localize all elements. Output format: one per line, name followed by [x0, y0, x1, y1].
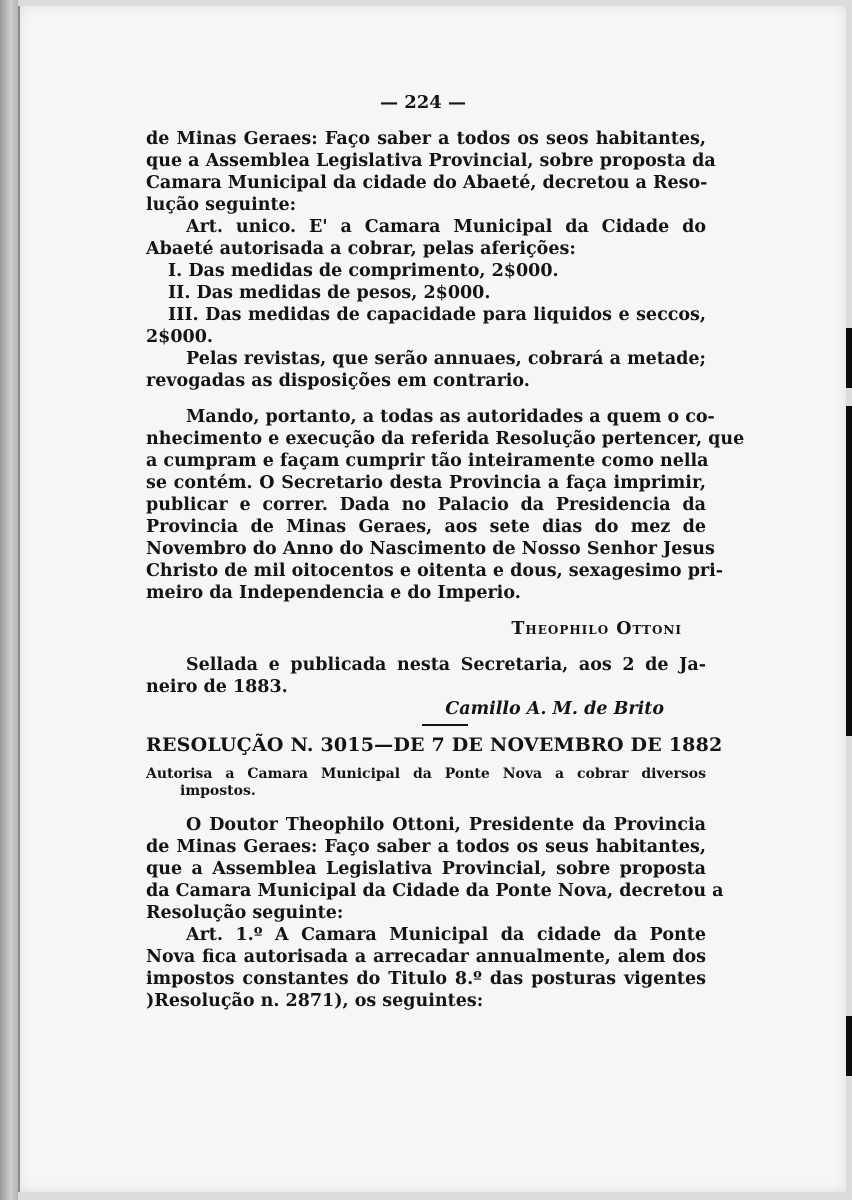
bleed-mark [846, 1016, 852, 1076]
intro-paragraph [146, 128, 716, 216]
text-line: O Doutor Theophilo Ottoni, Presidente da Provincia [186, 815, 706, 835]
text-line: de Minas Geraes: Faço saber a todos os seus habitantes, [146, 837, 706, 857]
text-line: lução seguinte: [146, 195, 297, 215]
text-line: Mando, portanto, a todas as autoridades a quem o co- [186, 407, 715, 427]
text-line: de Minas Geraes: Faço saber a todos os seos habitantes, [146, 129, 706, 149]
text-line: revogadas as disposições em contrario. [146, 371, 530, 391]
text-line: Abaeté autorisada a cobrar, pelas aferições: [146, 239, 576, 259]
text-line: Sellada e publicada nesta Secretaria, aos 2 de Ja- [186, 655, 706, 675]
page-text [146, 92, 745, 1012]
text-line: meiro da Independencia e do Imperio. [146, 583, 521, 603]
text-line: )Resolução n. 2871), os seguintes: [146, 991, 484, 1011]
spacer [146, 392, 706, 406]
sellada-paragraph [146, 654, 706, 698]
text-line: Art. 1.º A Camara Municipal da cidade da Ponte [186, 925, 706, 945]
list-item: 2$000. [146, 327, 213, 347]
spacer [146, 604, 706, 618]
text-line: se contém. O Secretario desta Provincia a faça imprimir, [146, 473, 706, 493]
text-line: Camara Municipal da cidade do Abaeté, decretou a Reso- [146, 173, 708, 193]
resolution-title: RESOLUÇÃO N. 3015—DE 7 DE NOVEMBRO DE 1882 [146, 734, 723, 756]
text-line: Nova fica autorisada a arrecadar annualmente, alem dos [146, 947, 706, 967]
text-line: Christo de mil oitocentos e oitenta e dous, sexagesimo pri- [146, 561, 724, 581]
text-line: que a Assemblea Legislativa Provincial, sobre proposta da [146, 151, 716, 171]
list-item: II. Das medidas de pesos, 2$000. [168, 283, 491, 303]
article-paragraph [146, 924, 706, 1012]
book-spine [0, 0, 18, 1200]
text-line: Resolução seguinte: [146, 903, 344, 923]
summary-line: impostos. [180, 783, 256, 799]
text-line: impostos constantes do Titulo 8.º das posturas vigentes [146, 969, 706, 989]
spacer [146, 640, 706, 654]
text-line: Provincia de Minas Geraes, aos sete dias do mez de [146, 517, 706, 537]
text-line: a cumpram e façam cumprir tão inteiramente como nella [146, 451, 709, 471]
text-line: Novembro do Anno do Nascimento de Nosso Senhor Jesus [146, 539, 715, 559]
list-item: III. Das medidas de capacidade para liquidos e seccos, [168, 305, 706, 325]
items-list [146, 260, 706, 348]
intro-paragraph [146, 814, 724, 924]
summary-line: Autorisa a Camara Municipal da Ponte Nova a cobrar diversos [146, 766, 706, 782]
article-paragraph [146, 216, 706, 260]
page-number: — 224 — [379, 92, 467, 113]
text-line: Pelas revistas, que serão annuaes, cobrará a metade; [186, 349, 706, 369]
president-signature: Theophilo Ottoni [511, 619, 682, 639]
bleed-mark [846, 406, 852, 736]
section-divider [422, 724, 468, 726]
resolution-summary [146, 766, 706, 800]
text-line: Art. unico. E' a Camara Municipal da Cidade do [186, 217, 706, 237]
text-line: publicar e correr. Dada no Palacio da Presidencia da [146, 495, 706, 515]
list-item: I. Das medidas de comprimento, 2$000. [168, 261, 559, 281]
text-line: que a Assemblea Legislativa Provincial, sobre proposta [146, 859, 706, 879]
bleed-mark [846, 328, 852, 388]
mando-paragraph [146, 406, 745, 604]
revistas-paragraph [146, 348, 706, 392]
text-line: neiro de 1883. [146, 677, 288, 697]
text-line: da Camara Municipal da Cidade da Ponte Nova, decretou a [146, 881, 724, 901]
text-line: nhecimento e execução da referida Resolução pertencer, que [146, 429, 745, 449]
secretary-signature: Camillo A. M. de Brito [445, 699, 664, 719]
